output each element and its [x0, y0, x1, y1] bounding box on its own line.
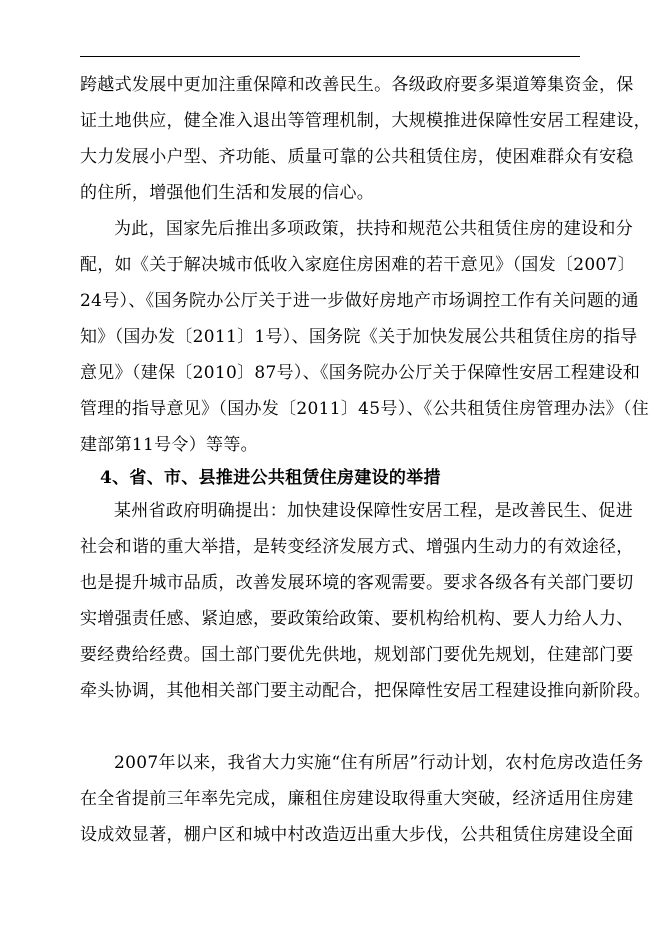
paragraph2-line: 配，如《关于解决城市低收入家庭住房困难的若干意见》（国发〔2007〕: [80, 255, 635, 275]
paragraph3-line: 某州省政府明确提出：加快建设保障性安居工程，是改善民生、促进: [114, 501, 633, 521]
paragraph3-line: 牵头协调，其他相关部门要主动配合，把保障性安居工程建设推向新阶段。: [80, 681, 651, 701]
paragraph4-line: 在全省提前三年率先完成，廉租住房建设取得重大突破，经济适用住房建: [80, 789, 634, 809]
paragraph2-line: 知》（国办发〔2011〕1号）、国务院《关于加快发展公共租赁住房的指导: [80, 327, 638, 347]
paragraph2-line: 24号）、《国务院办公厅关于进一步做好房地产市场调控工作有关问题的通: [80, 291, 639, 311]
paragraph2-line: 为此，国家先后推出多项政策，扶持和规范公共租赁住房的建设和分: [114, 219, 633, 239]
paragraph4-line: 2007年以来，我省大力实施“住有所居”行动计划，农村危房改造任务: [114, 753, 644, 773]
paragraph2-line: 意见》（建保〔2010〕87号）、《国务院办公厅关于保障性安居工程建设和: [80, 363, 641, 383]
paragraph3-line: 实增强责任感、紧迫感，要政策给政策、要机构给机构、要人力给人力、: [80, 609, 634, 629]
paragraph3-line: 社会和谐的重大举措，是转变经济发展方式、增强内生动力的有效途径，: [80, 537, 634, 557]
section-heading: 4、省、市、县推进公共租赁住房建设的举措: [100, 468, 441, 488]
paragraph2-line: 建部第11号令）等等。: [80, 435, 258, 455]
paragraph4-line: 设成效显著，棚户区和城中村改造迈出重大步伐，公共租赁住房建设全面: [80, 825, 634, 845]
paragraph1-line: 跨越式发展中更加注重保障和改善民生。各级政府要多渠道筹集资金，保: [80, 75, 634, 95]
header-rule: [80, 56, 580, 57]
paragraph1-line: 证土地供应，健全准入退出等管理机制，大规模推进保障性安居工程建设，: [80, 111, 651, 131]
paragraph1-line: 大力发展小户型、齐功能、质量可靠的公共租赁住房，使困难群众有安稳: [80, 147, 634, 167]
paragraph3-line: 也是提升城市品质，改善发展环境的客观需要。要求各级各有关部门要切: [80, 573, 634, 593]
paragraph2-line: 管理的指导意见》（国办发〔2011〕45号）、《公共租赁住房管理办法》（住: [80, 399, 649, 419]
paragraph1-line: 的住所，增强他们生活和发展的信心。: [80, 183, 375, 203]
paragraph3-line: 要经费给经费。国土部门要优先供地，规划部门要优先规划，住建部门要: [80, 645, 634, 665]
